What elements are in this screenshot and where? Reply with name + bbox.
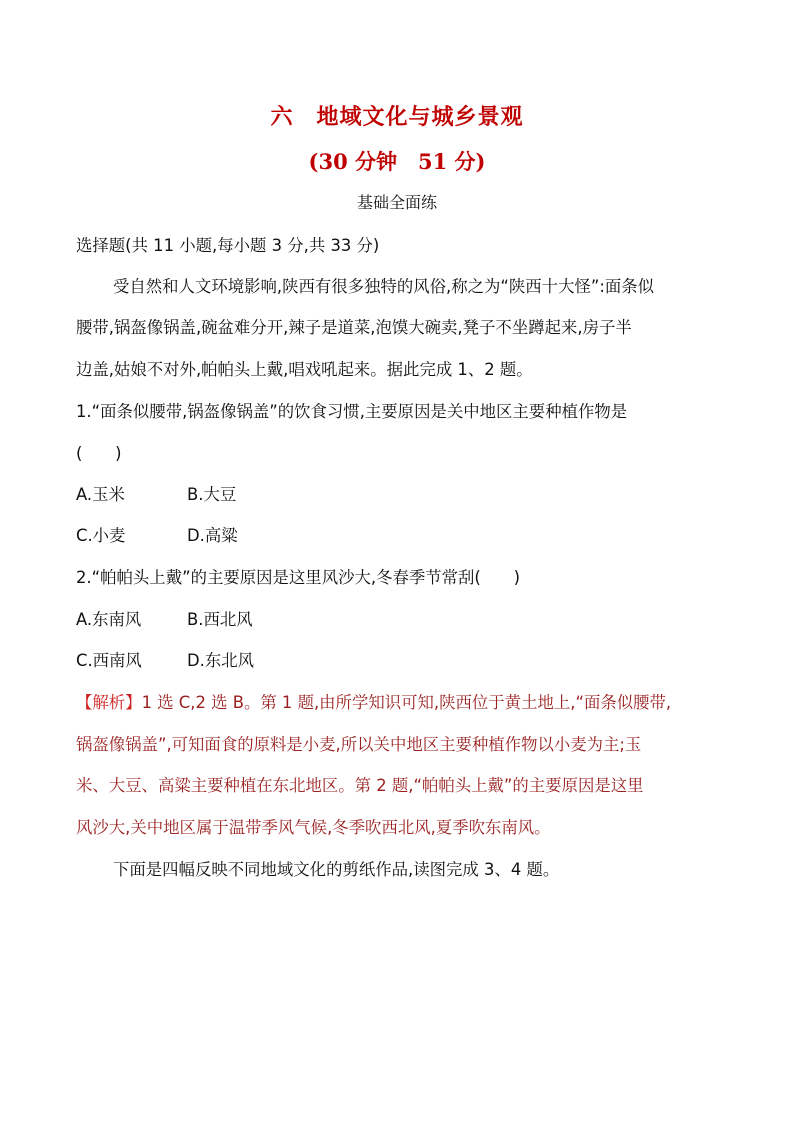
- q2-option-c: C.西南风: [76, 651, 142, 670]
- analysis-line-2: 锅盔像锅盖”,可知面食的原料是小麦,所以关中地区主要种植作物以小麦为主;玉: [76, 735, 642, 754]
- passage1-line-1: 受自然和人文环境影响,陕西有很多独特的风俗,称之为“陕西十大怪”:面条似: [113, 277, 655, 296]
- q1-option-a: A.玉米: [76, 485, 125, 504]
- analysis-text-1: 1 选 C,2 选 B。第 1 题,由所学知识可知,陕西位于黄土地上,“面条似腰带,: [141, 693, 672, 712]
- q2-option-d: D.东北风: [187, 651, 255, 670]
- passage1-line-3: 边盖,姑娘不对外,帕帕头上戴,唱戏吼起来。据此完成 1、2 题。: [76, 360, 533, 379]
- analysis-line-3: 米、大豆、高粱主要种植在东北地区。第 2 题,“帕帕头上戴”的主要原因是这里: [76, 776, 644, 795]
- q1-answer-blank: ( ): [76, 444, 122, 463]
- passage1-line-2: 腰带,锅盔像锅盖,碗盆难分开,辣子是道菜,泡馍大碗卖,凳子不坐蹲起来,房子半: [76, 318, 632, 337]
- choice-header: 选择题(共 11 小题,每小题 3 分,共 33 分): [76, 236, 380, 255]
- q2-stem: 2.“帕帕头上戴”的主要原因是这里风沙大,冬春季节常刮( ): [76, 568, 520, 587]
- q1-option-d: D.高粱: [187, 526, 238, 545]
- q1-option-c: C.小麦: [76, 526, 126, 545]
- q2-option-b: B.西北风: [187, 610, 253, 629]
- page-title: 六 地域文化与城乡景观: [270, 104, 524, 130]
- time-score-subtitle: (30 分钟 51 分): [308, 149, 486, 174]
- q1-option-b: B.大豆: [187, 485, 237, 504]
- analysis-line-1: [76, 689, 671, 713]
- passage2: 下面是四幅反映不同地域文化的剪纸作品,读图完成 3、4 题。: [113, 860, 560, 879]
- section-heading: 基础全面练: [356, 193, 437, 212]
- analysis-tag: 【解析】: [76, 693, 142, 712]
- q2-option-a: A.东南风: [76, 610, 142, 629]
- analysis-line-4: 风沙大,关中地区属于温带季风气候,冬季吹西北风,夏季吹东南风。: [76, 818, 551, 837]
- q1-stem: 1.“面条似腰带,锅盔像锅盖”的饮食习惯,主要原因是关中地区主要种植作物是: [76, 402, 628, 421]
